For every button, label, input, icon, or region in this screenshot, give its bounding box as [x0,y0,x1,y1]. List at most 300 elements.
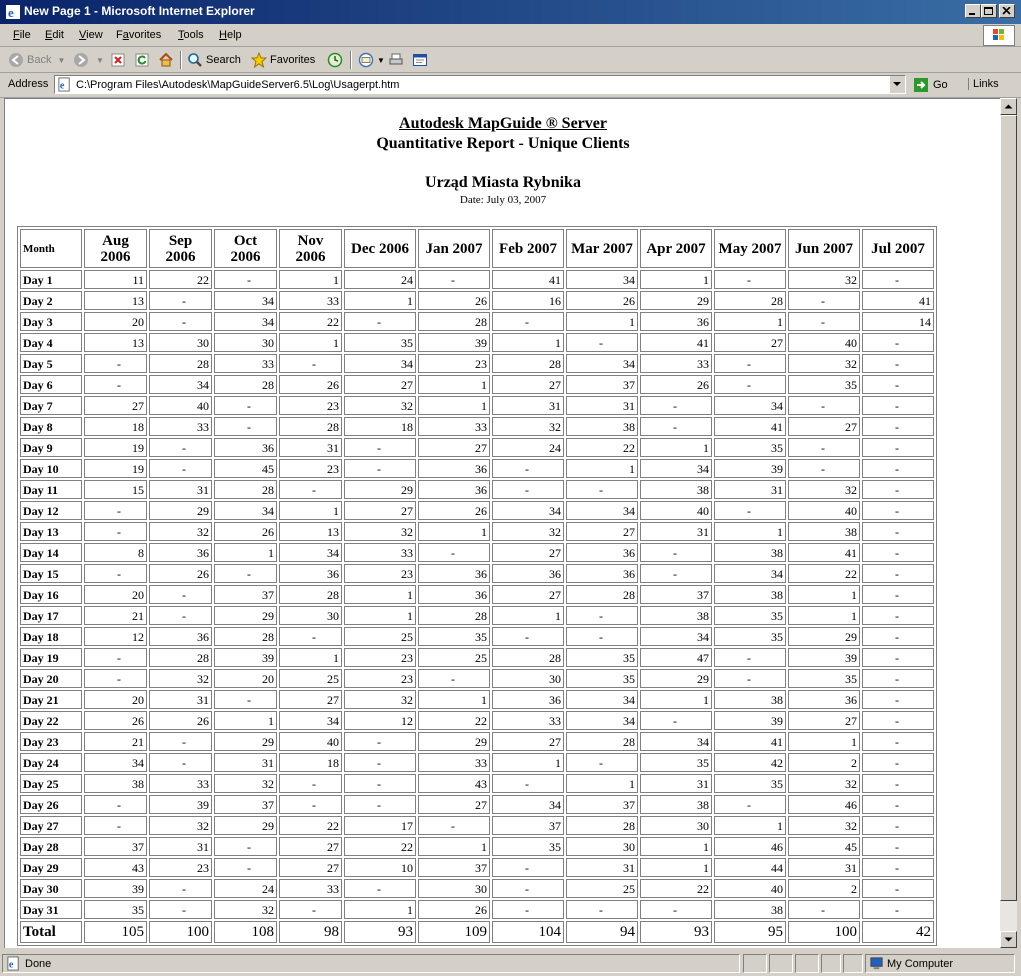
table-cell: 40 [788,501,860,520]
table-cell: - [214,690,277,709]
table-cell: - [566,480,638,499]
table-cell: 37 [566,375,638,394]
table-cell: 1 [214,543,277,562]
table-cell: - [492,858,564,877]
table-cell: 37 [214,795,277,814]
table-cell: 32 [492,522,564,541]
table-cell: 31 [149,480,212,499]
address-url: C:\Program Files\Autodesk\MapGuideServer6.5\Log\Usagerpt.htm [76,79,400,91]
status-cell [843,954,863,973]
table-cell: - [862,438,934,457]
table-cell: 34 [344,354,416,373]
table-row [20,522,934,541]
table-cell: 33 [492,711,564,730]
address-label: Address [8,78,49,90]
table-cell: - [149,459,212,478]
table-cell: 27 [279,858,342,877]
table-cell: 27 [788,711,860,730]
table-row [20,417,934,436]
table-cell: 1 [788,732,860,751]
table-cell: 31 [149,837,212,856]
table-cell: - [279,480,342,499]
table-cell: 26 [214,522,277,541]
table-cell: - [344,459,416,478]
table-cell: 32 [149,669,212,688]
table-cell: 29 [214,732,277,751]
table-cell: 29 [788,627,860,646]
month-column-header: Jul 2007 [862,229,934,268]
table-cell: 35 [714,606,786,625]
table-cell: - [149,879,212,898]
table-cell: - [788,900,860,919]
day-label: Day 1 [20,270,82,289]
table-cell: 1 [788,606,860,625]
table-cell: 22 [788,564,860,583]
table-cell: 28 [214,627,277,646]
table-cell: 23 [418,354,490,373]
table-cell: 31 [640,774,712,793]
table-cell: 37 [418,858,490,877]
table-row [20,459,934,478]
table-cell: 28 [418,312,490,331]
table-cell: 1 [344,291,416,310]
menu-favorites[interactable]: Favorites [116,29,162,41]
day-label: Day 19 [20,648,82,667]
table-cell: 27 [344,375,416,394]
zone-text: My Computer [887,958,954,970]
day-label: Day 20 [20,669,82,688]
total-row [20,921,934,943]
table-cell: 36 [566,564,638,583]
security-zone[interactable] [865,954,1015,973]
history-button[interactable] [327,51,346,69]
table-cell: 39 [788,648,860,667]
table-row [20,648,934,667]
total-cell: 100 [788,921,860,943]
table-cell: 41 [492,270,564,289]
table-cell: - [788,438,860,457]
day-label: Day 14 [20,543,82,562]
svg-text:e: e [8,959,14,971]
home-button[interactable] [158,51,177,69]
table-row [20,396,934,415]
day-label: Day 27 [20,816,82,835]
table-cell: 34 [492,795,564,814]
go-button[interactable]: Go [913,77,948,93]
search-button[interactable]: Search [187,51,241,69]
table-cell: 23 [344,564,416,583]
table-cell: 40 [714,879,786,898]
table-cell: 33 [279,879,342,898]
table-cell: - [788,459,860,478]
table-cell: 27 [566,522,638,541]
table-cell: 30 [214,333,277,352]
table-cell: 22 [418,711,490,730]
month-column-header: Sep 2006 [149,229,212,268]
table-cell: 32 [788,354,860,373]
table-cell: 22 [279,816,342,835]
table-cell: - [862,333,934,352]
table-cell: 1 [566,459,638,478]
table-cell: 34 [640,732,712,751]
table-cell: - [640,564,712,583]
table-cell: - [84,564,147,583]
table-cell: - [344,774,416,793]
stop-button[interactable] [110,51,129,69]
ie-icon [5,4,21,20]
report-title: Autodesk MapGuide ® Server [399,115,607,132]
table-cell: 32 [788,480,860,499]
back-button[interactable]: Back ▼ [8,51,65,69]
table-cell: 27 [84,396,147,415]
table-cell: 12 [344,711,416,730]
day-label: Day 31 [20,900,82,919]
table-cell: - [640,711,712,730]
day-label: Day 21 [20,690,82,709]
table-cell: 39 [714,459,786,478]
address-input[interactable] [54,75,906,94]
table-cell: - [862,837,934,856]
table-cell: 1 [279,648,342,667]
search-icon [187,52,203,68]
table-cell: - [279,774,342,793]
table-cell: - [492,459,564,478]
table-cell: 21 [84,732,147,751]
month-column-header: Apr 2007 [640,229,712,268]
table-cell: 34 [566,711,638,730]
table-cell: 35 [344,333,416,352]
edit-button[interactable] [412,51,431,69]
table-cell: 27 [492,585,564,604]
table-cell: - [566,900,638,919]
table-cell: - [714,669,786,688]
day-label: Day 18 [20,627,82,646]
table-cell: - [788,291,860,310]
table-cell: 36 [566,543,638,562]
table-row [20,627,934,646]
scroll-thumb[interactable] [1000,115,1017,901]
day-label: Day 4 [20,333,82,352]
table-cell: 12 [84,627,147,646]
table-cell: 38 [788,522,860,541]
table-cell: 36 [418,564,490,583]
table-cell: 1 [566,774,638,793]
table-cell: 34 [214,312,277,331]
table-row [20,270,934,289]
table-cell: - [84,501,147,520]
links-button[interactable]: Links [968,78,999,90]
table-cell: 33 [418,753,490,772]
table-cell: 22 [344,837,416,856]
table-cell: 37 [214,585,277,604]
stop-icon [110,52,126,68]
table-cell: 38 [714,690,786,709]
menu-file[interactable]: File [13,29,31,41]
table-cell: 11 [84,270,147,289]
table-row [20,732,934,751]
table-cell: 35 [714,627,786,646]
table-row [20,879,934,898]
table-cell: 28 [279,585,342,604]
favorites-star-icon [251,52,267,68]
table-cell: 34 [84,753,147,772]
table-cell: 1 [214,711,277,730]
table-cell: - [862,396,934,415]
table-cell: 28 [149,648,212,667]
table-cell: 32 [214,900,277,919]
table-cell: 20 [214,669,277,688]
table-cell: - [862,648,934,667]
table-cell: 26 [418,501,490,520]
table-row [20,354,934,373]
table-cell: 33 [149,417,212,436]
table-cell: 31 [492,396,564,415]
table-row [20,795,934,814]
table-cell: - [279,627,342,646]
table-cell: 1 [344,585,416,604]
total-cell: 104 [492,921,564,943]
table-cell: - [214,396,277,415]
table-cell: 34 [714,396,786,415]
table-cell: 25 [279,669,342,688]
table-cell: 40 [640,501,712,520]
table-cell: - [714,270,786,289]
table-cell: 35 [492,837,564,856]
table-cell: 27 [279,690,342,709]
table-cell: - [84,354,147,373]
table-cell: 1 [418,375,490,394]
table-cell: 31 [566,396,638,415]
table-cell: 1 [714,312,786,331]
scroll-down-button[interactable] [1000,931,1017,948]
total-cell: 93 [344,921,416,943]
scroll-up-button[interactable] [1000,98,1017,115]
page-content [4,98,1000,948]
month-column-header: Aug 2006 [84,229,147,268]
menu-help[interactable]: Help [219,29,242,41]
table-cell: 26 [84,711,147,730]
total-cell: 105 [84,921,147,943]
table-cell: 28 [492,354,564,373]
menu-edit[interactable]: Edit [45,29,64,41]
table-cell: 37 [84,837,147,856]
minimize-button[interactable] [965,4,981,18]
table-cell: 45 [214,459,277,478]
total-cell: 93 [640,921,712,943]
window-title: New Page 1 - Microsoft Internet Explorer [24,4,255,18]
table-cell: 26 [418,900,490,919]
month-header: Month [20,229,82,268]
table-cell: 33 [640,354,712,373]
table-row [20,837,934,856]
table-cell: 21 [84,606,147,625]
mail-dropdown-icon[interactable]: ▼ [377,55,385,65]
table-cell: 2 [788,753,860,772]
table-cell: 36 [492,564,564,583]
vertical-scrollbar[interactable] [1000,98,1017,948]
back-arrow-icon [8,52,24,68]
title-bar [0,0,1021,24]
month-column-header: Jun 2007 [788,229,860,268]
table-row [20,480,934,499]
day-label: Day 28 [20,837,82,856]
table-cell: 1 [714,522,786,541]
table-cell: - [862,522,934,541]
table-cell: 27 [344,501,416,520]
table-cell: 28 [566,585,638,604]
table-cell: 40 [279,732,342,751]
table-cell: 1 [492,753,564,772]
table-cell: 16 [492,291,564,310]
table-cell: 40 [788,333,860,352]
table-cell: - [344,879,416,898]
table-cell: - [862,270,934,289]
favorites-button[interactable]: Favorites [251,51,315,69]
day-label: Day 23 [20,732,82,751]
table-cell: 33 [214,354,277,373]
table-cell: - [862,417,934,436]
total-cell: 95 [714,921,786,943]
svg-text:e: e [8,5,14,20]
table-cell: 31 [214,753,277,772]
table-cell: 1 [279,270,342,289]
table-cell: 39 [418,333,490,352]
forward-button[interactable] [73,51,104,69]
table-cell: 35 [714,438,786,457]
table-cell: 1 [640,438,712,457]
report-subtitle: Quantitative Report - Unique Clients [376,135,630,152]
table-cell: 28 [214,480,277,499]
print-button[interactable] [388,51,407,69]
table-cell: - [214,270,277,289]
month-column-header: Mar 2007 [566,229,638,268]
table-cell: 43 [418,774,490,793]
table-cell: 10 [344,858,416,877]
table-cell: - [862,585,934,604]
table-cell: 28 [279,417,342,436]
table-cell: - [640,417,712,436]
table-cell: - [862,711,934,730]
table-cell: - [640,396,712,415]
table-row [20,606,934,625]
table-cell: 38 [714,900,786,919]
table-cell: - [344,312,416,331]
table-cell: 36 [492,690,564,709]
day-label: Day 11 [20,480,82,499]
back-dropdown-icon[interactable]: ▼ [57,55,66,65]
table-cell: 1 [344,900,416,919]
table-cell: - [862,627,934,646]
table-cell: - [149,585,212,604]
table-cell: - [492,879,564,898]
day-label: Day 30 [20,879,82,898]
table-cell: 29 [214,816,277,835]
table-cell: - [862,732,934,751]
table-cell: - [862,480,934,499]
mail-icon [358,52,374,68]
menu-tools[interactable]: Tools [178,29,204,41]
total-cell: 98 [279,921,342,943]
month-column-header: Jan 2007 [418,229,490,268]
table-cell: 34 [640,459,712,478]
mail-button[interactable] [358,51,385,69]
table-cell: - [862,879,934,898]
table-cell: 22 [279,312,342,331]
table-cell: - [862,900,934,919]
table-cell: 29 [640,669,712,688]
table-cell: 28 [566,732,638,751]
refresh-button[interactable] [134,51,153,69]
table-cell: - [566,627,638,646]
table-cell: 26 [149,711,212,730]
table-cell: 38 [84,774,147,793]
page-done-icon [6,956,21,971]
total-cell: 109 [418,921,490,943]
table-cell: 33 [149,774,212,793]
table-cell: 26 [149,564,212,583]
menu-bar [0,24,1021,47]
table-cell: - [418,816,490,835]
table-row [20,690,934,709]
table-cell: 32 [344,396,416,415]
maximize-button[interactable] [981,4,997,18]
table-cell: - [418,270,490,289]
table-cell: 45 [788,837,860,856]
table-cell: - [862,858,934,877]
table-cell: 1 [279,333,342,352]
day-label: Day 15 [20,564,82,583]
table-cell: - [84,375,147,394]
windows-logo-icon [983,25,1015,46]
table-cell: 28 [214,375,277,394]
table-cell: 27 [492,543,564,562]
table-cell: 20 [84,585,147,604]
table-cell: 33 [418,417,490,436]
table-cell: 23 [344,669,416,688]
table-cell: 31 [640,522,712,541]
address-dropdown-button[interactable] [889,76,905,93]
table-cell: 47 [640,648,712,667]
table-cell: 28 [566,816,638,835]
close-button[interactable] [999,4,1015,18]
table-cell: 39 [149,795,212,814]
table-cell: 38 [566,417,638,436]
table-row [20,501,934,520]
menu-view[interactable]: View [79,29,103,41]
table-cell: 39 [214,648,277,667]
table-cell: 46 [788,795,860,814]
table-cell: - [862,774,934,793]
toolbar-separator [180,51,182,69]
table-row [20,291,934,310]
table-cell: 13 [279,522,342,541]
table-cell: 30 [418,879,490,898]
day-label: Day 29 [20,858,82,877]
table-cell: 31 [788,858,860,877]
table-cell: 35 [714,774,786,793]
table-cell: 26 [640,375,712,394]
table-cell: - [279,900,342,919]
table-cell: 1 [279,501,342,520]
table-cell: - [862,753,934,772]
table-cell: 8 [84,543,147,562]
forward-dropdown-icon[interactable]: ▼ [96,55,104,65]
table-cell: 1 [640,690,712,709]
table-cell: 13 [84,291,147,310]
table-cell: 27 [492,732,564,751]
table-cell: 34 [214,291,277,310]
table-cell: 30 [279,606,342,625]
